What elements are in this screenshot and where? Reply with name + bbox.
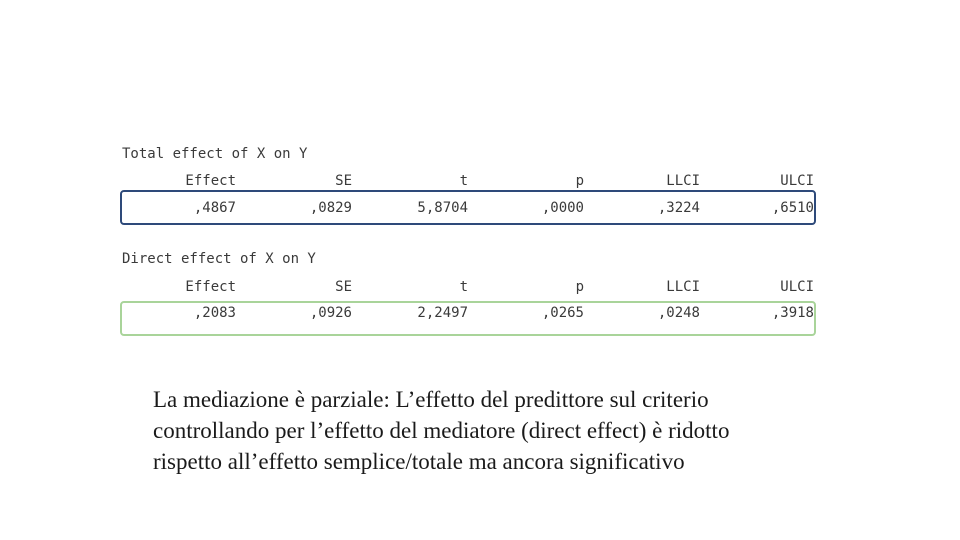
value-t: 5,8704 <box>417 200 468 216</box>
value-llci: ,3224 <box>657 200 700 216</box>
header-llci: LLCI <box>666 173 700 189</box>
value-effect: ,2083 <box>193 305 236 321</box>
value-t: 2,2497 <box>417 305 468 321</box>
header-p: p <box>575 279 584 295</box>
value-effect: ,4867 <box>193 200 236 216</box>
value-se: ,0926 <box>309 305 352 321</box>
direct-effect-table <box>122 251 822 341</box>
value-se: ,0829 <box>309 200 352 216</box>
header-effect: Effect <box>185 279 236 295</box>
header-t: t <box>459 279 468 295</box>
header-se: SE <box>335 279 352 295</box>
value-ulci: ,6510 <box>771 200 814 216</box>
value-ulci: ,3918 <box>771 305 814 321</box>
header-ulci: ULCI <box>780 279 814 295</box>
total-effect-value-row <box>122 197 822 219</box>
total-effect-table <box>122 146 822 226</box>
mediation-caption: La mediazione è parziale: L’effetto del predittore sul criterio controllando per l’effetto del mediatore (direct effect) è ridotto rispetto all’effetto semplice/totale ma ancora significativo <box>153 387 730 474</box>
header-effect: Effect <box>185 173 236 189</box>
header-t: t <box>459 173 468 189</box>
header-ulci: ULCI <box>780 173 814 189</box>
direct-effect-title: Direct effect of X on Y <box>122 251 316 267</box>
direct-effect-header-row <box>122 276 822 298</box>
direct-effect-value-row <box>122 302 822 324</box>
total-effect-title: Total effect of X on Y <box>122 146 308 162</box>
value-llci: ,0248 <box>657 305 700 321</box>
header-llci: LLCI <box>666 279 700 295</box>
value-p: ,0265 <box>541 305 584 321</box>
total-effect-header-row <box>122 170 822 192</box>
value-p: ,0000 <box>541 200 584 216</box>
header-p: p <box>575 173 584 189</box>
header-se: SE <box>335 173 352 189</box>
